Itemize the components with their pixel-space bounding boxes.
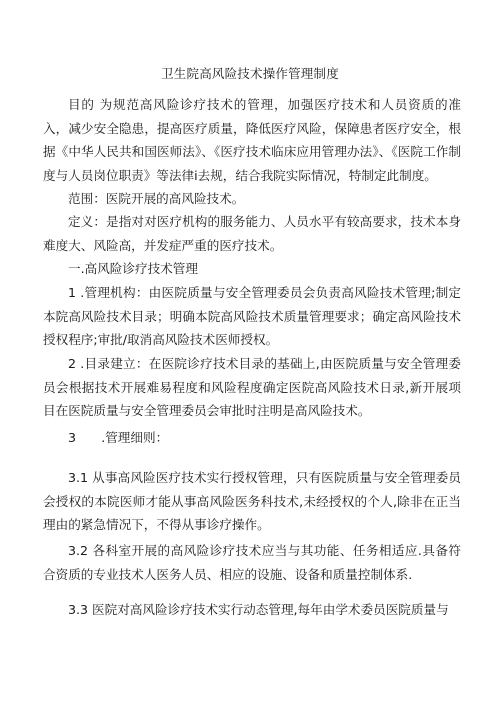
purpose-paragraph: 目的 为规范高风险诊疗技术的管理，加强医疗技术和人员资质的准入，减少安全隐患，提高医疗质量，降低医疗风险，保障患者医疗安全，根据《中华人民共和国医师法》、《医疗技术临床应用管理办法》、《医院工作制度与人员岗位职责》等法律i去规，结合我院实际情况，特制定此制度。 bbox=[43, 97, 461, 183]
item-2-paragraph: 2 .目录建立：在医院诊疗技术目录的基础上,由医院质量与安全管理委员会根据技术开展难易程度和风险程度确定医院高风险技术日录,新开展项目在医院质量与安全管理委员会审批时注明是高风险技术。 bbox=[43, 356, 461, 418]
section-heading: 一.高风险诊疗技术管理 bbox=[68, 261, 198, 276]
document-title: 卫生院高风险技术操作管理制度 bbox=[161, 66, 339, 81]
item-1-paragraph: 1 .管理机构：由医院质量与安全管理委员会负责高风险技术管理;制定本院高风险技术目录；明确本院高风险技术质量管理要求；确定高风险技术授权程序;审批/取消高风险技术医师授权。 bbox=[43, 285, 461, 347]
item-3-heading: 3 .管理细则： bbox=[68, 430, 169, 445]
item-3-1-paragraph: 3.1 从事高风险医疗技术实行授权管理，只有医院质量与安全管理委员会授权的本院医师才能从事高风险医务科技术,未经授权的个人,除非在正当理由的紧急情况下，不得从事诊疗操作。 bbox=[43, 470, 461, 532]
item-3-2-paragraph: 3.2 各科室开展的高风险诊疗技术应当与其功能、任务相适应.具备符合资质的专业技术人医务人员、相应的设施、设备和质量控制体系. bbox=[43, 543, 461, 582]
item-3-3-paragraph: 3.3 医院对高风险诊疗技术实行动态管理,每年由学术委员医院质量与 bbox=[68, 602, 449, 617]
scope-paragraph: 范围：医院开展的高风险技术。 bbox=[68, 191, 245, 206]
definition-paragraph: 定义：是指对对医疗机构的服务能力、人员水平有较高要求，技术本身难度大、风险高，并发症严重的医疗技术。 bbox=[43, 214, 461, 253]
